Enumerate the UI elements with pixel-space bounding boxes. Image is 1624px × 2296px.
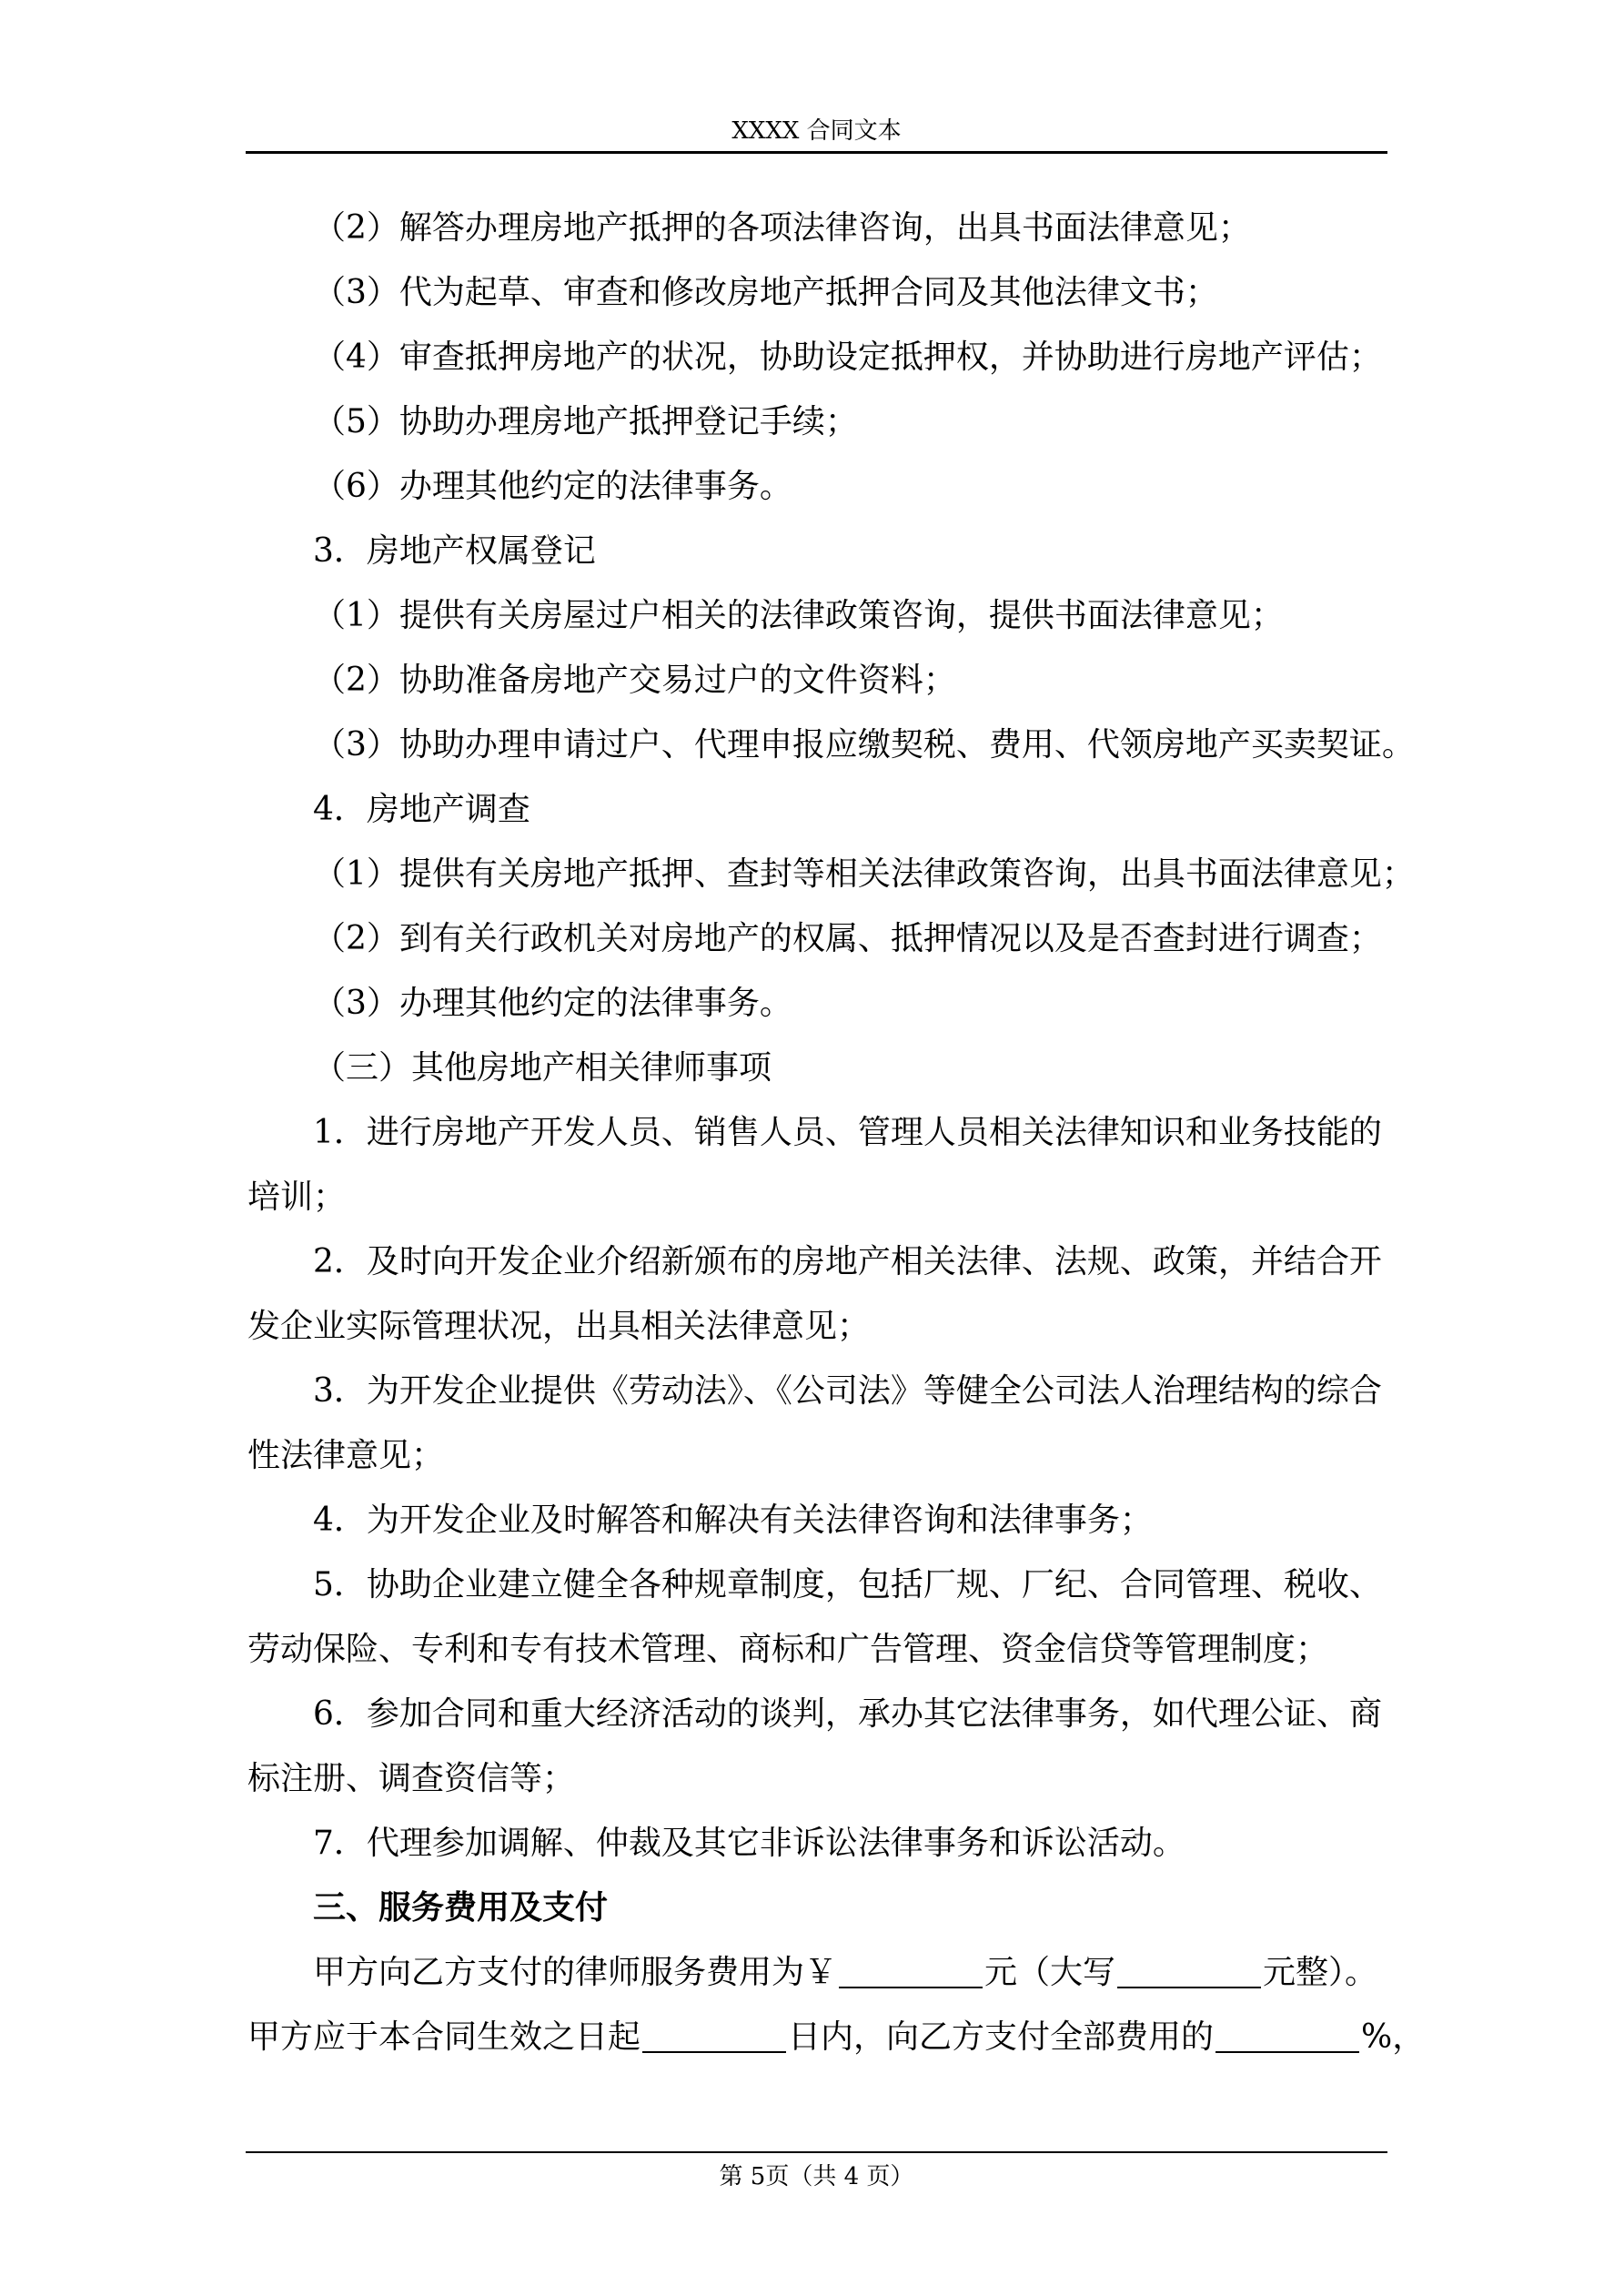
text-line: （4）审查抵押房地产的状况，协助设定抵押权，并协助进行房地产评估； (313, 339, 1382, 376)
payment-text: 甲方应于本合同生效之日起 (247, 2018, 641, 2056)
text-line: （2）到有关行政机关对房地产的权属、抵押情况以及是否查封进行调查； (313, 920, 1382, 957)
page-number: 第 5页（共 4 页） (719, 2163, 914, 2190)
percent-blank (1215, 2018, 1359, 2053)
page-header: XXXX 合同文本 (731, 117, 902, 145)
payment-text: 日内，向乙方支付全部费用的 (788, 2018, 1215, 2056)
text-line: 6．参加合同和重大经济活动的谈判，承办其它法律事务，如代理公证、商 (313, 1695, 1382, 1733)
fee-text: 元整）。 (1263, 1954, 1378, 1991)
fee-text: 甲方向乙方支付的律师服务费用为￥ (313, 1954, 838, 1991)
text-line: （1）提供有关房地产抵押、查封等相关法律政策咨询，出具书面法律意见； (313, 855, 1415, 893)
text-line: 5．协助企业建立健全各种规章制度，包括厂规、厂纪、合同管理、税收、 (313, 1566, 1382, 1603)
payment-text: %， (1361, 2018, 1426, 2056)
days-blank (642, 2018, 786, 2053)
text-line: （3）办理其他约定的法律事务。 (313, 985, 792, 1022)
text-line: 2．及时向开发企业介绍新颁布的房地产相关法律、法规、政策，并结合开 (313, 1243, 1382, 1280)
text-line: （2）协助准备房地产交易过户的文件资料； (313, 662, 956, 699)
text-line: 7．代理参加调解、仲裁及其它非诉讼法律事务和诉讼活动。 (313, 1825, 1185, 1862)
text-line: （6）办理其他约定的法律事务。 (313, 468, 792, 505)
text-line: （5）协助办理房地产抵押登记手续； (313, 403, 858, 440)
text-line: （3）协助办理申请过户、代理申报应缴契税、费用、代领房地产买卖契证。 (313, 726, 1415, 764)
text-line: 标注册、调查资信等； (247, 1760, 576, 1797)
text-line: 1．进行房地产开发人员、销售人员、管理人员相关法律知识和业务技能的 (313, 1114, 1382, 1151)
section-heading: 4．房地产调查 (313, 791, 530, 828)
text-line: （3）代为起草、审查和修改房地产抵押合同及其他法律文书； (313, 274, 1218, 311)
text-line: （2）解答办理房地产抵押的各项法律咨询，出具书面法律意见； (313, 209, 1251, 247)
fee-line (247, 1940, 1387, 2005)
section-heading: 3．房地产权属登记 (313, 532, 596, 570)
payment-line (247, 2005, 1426, 2069)
section-title: 三、服务费用及支付 (313, 1888, 609, 1927)
fee-text: 元（大写 (984, 1954, 1116, 1991)
section-heading: （三）其他房地产相关律师事项 (313, 1049, 772, 1087)
header-divider (246, 151, 1387, 154)
text-line: 劳动保险、专利和专有技术管理、商标和广告管理、资金信贷等管理制度； (247, 1631, 1329, 1668)
text-line: 发企业实际管理状况，出具相关法律意见； (247, 1308, 871, 1345)
text-line: （1）提供有关房屋过户相关的法律政策咨询，提供书面法律意见； (313, 597, 1284, 634)
footer-divider (246, 2151, 1387, 2153)
text-line: 培训； (247, 1178, 347, 1216)
document-body (247, 196, 1426, 2069)
fee-words-blank (1117, 1954, 1261, 1988)
text-line: 4．为开发企业及时解答和解决有关法律咨询和法律事务； (313, 1502, 1153, 1539)
text-line: 性法律意见； (247, 1437, 445, 1474)
text-line: 3．为开发企业提供《劳动法》、《公司法》等健全公司法人治理结构的综合 (313, 1372, 1382, 1410)
fee-amount-blank (839, 1954, 983, 1988)
